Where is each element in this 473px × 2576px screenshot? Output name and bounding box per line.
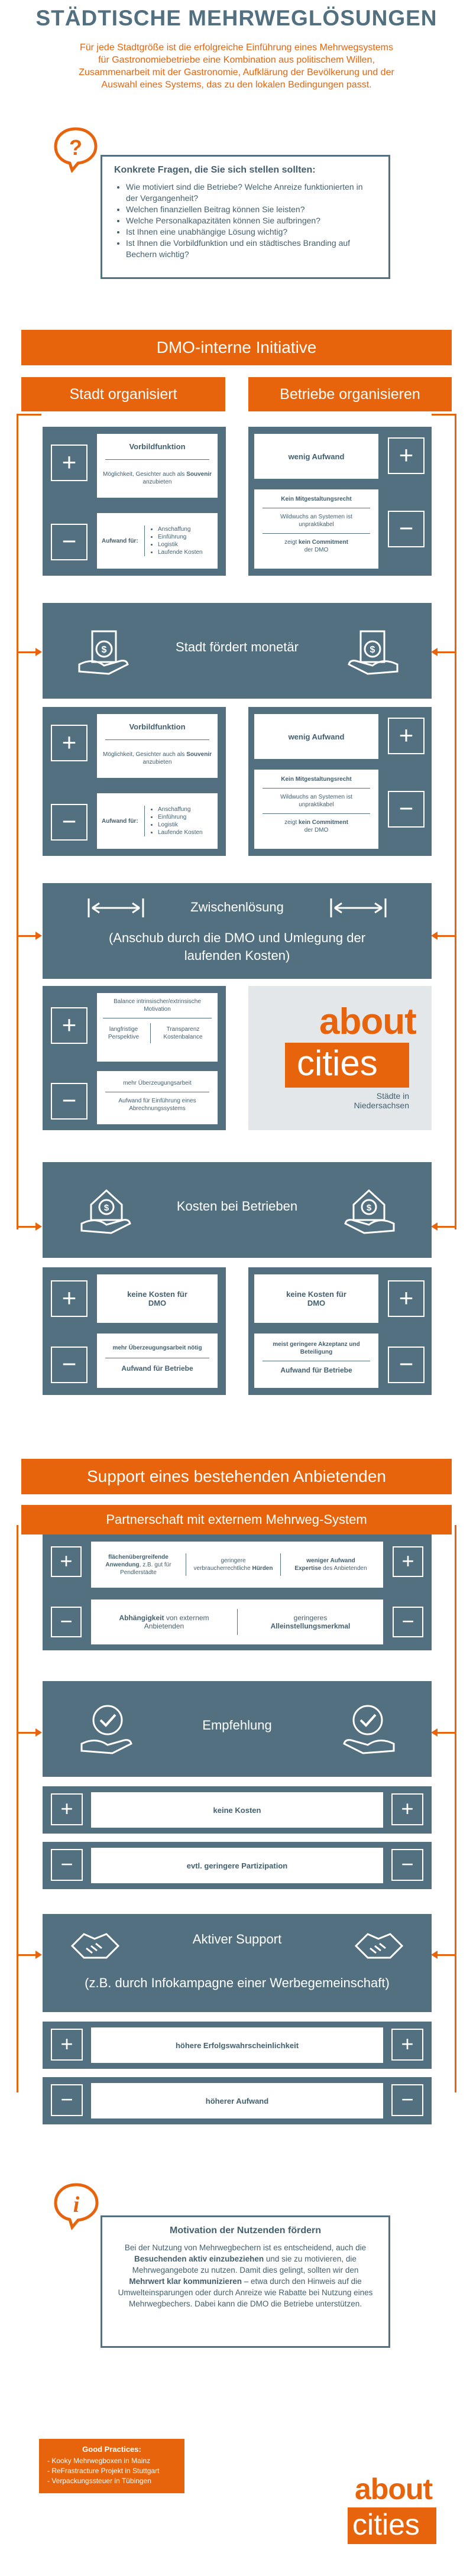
- wenig-aufwand-card: wenig Aufwand: [254, 714, 378, 759]
- practice-item: - Verpackungssteuer in Tübingen: [47, 2477, 151, 2485]
- motivation-box: [101, 2215, 390, 2348]
- keine-kosten-card: keine Kosten für DMO: [97, 1274, 218, 1323]
- empfehlung-panel: [43, 1681, 432, 1777]
- partnerschaft-panel: [43, 1534, 432, 1650]
- minus-icon: −: [51, 804, 88, 841]
- question-item: • Welche Personalkapazitäten können Sie aufbringen?: [126, 215, 377, 226]
- flow-connector: [17, 1226, 37, 1228]
- akzeptanz-card: meist geringere Akzeptanz und Beteiligung Aufwand für Betriebe: [254, 1334, 378, 1388]
- stadt-foerdert-label: Stadt fördert monetär: [176, 640, 299, 654]
- left-flow-line: [17, 1525, 18, 2092]
- minus-icon: −: [51, 1849, 83, 1881]
- aktiver-support-title: Aktiver Support: [192, 1932, 282, 1946]
- dmo-section-banner: DMO-interne Initiative: [21, 330, 452, 365]
- ueberzeugung-noetig-card: mehr Überzeugungsarbeit nötig Aufwand für Betriebe: [97, 1334, 218, 1388]
- minus-icon: −: [51, 1607, 82, 1637]
- wenig-aufwand-card: wenig Aufwand: [254, 434, 378, 479]
- empfehlung-plus-row: [43, 1786, 432, 1834]
- betriebe-organisieren-panel: [248, 427, 432, 576]
- minus-icon: −: [388, 511, 425, 547]
- intro-text: [35, 41, 438, 91]
- right-flow-line: [455, 1525, 456, 2092]
- plus-icon: +: [51, 2029, 83, 2061]
- handshake-icon: [352, 1922, 406, 1964]
- minus-icon: −: [51, 1083, 88, 1120]
- flow-connector: [436, 935, 456, 937]
- plus-icon: +: [51, 1007, 88, 1044]
- mitgestaltung-card: Kein Mitgestaltungsrecht Wildwuchs an Systemen ist unpraktikabel zeigt kein Commitment der DMO: [254, 489, 378, 569]
- plus-icon: +: [391, 2029, 423, 2061]
- svg-text:$: $: [370, 645, 375, 655]
- questions-title: Konkrete Fragen, die Sie sich stellen sollten:: [114, 165, 316, 175]
- keine-kosten-card: keine Kosten für DMO: [254, 1274, 378, 1323]
- kosten-left-panel: [43, 1267, 226, 1395]
- stadt-organisiert-panel: [43, 427, 226, 576]
- zwischenloesung-panel: [43, 883, 432, 979]
- aktiv-plus-row: [43, 2022, 432, 2069]
- empfehlung-minus-row: [43, 1842, 432, 1889]
- double-arrow-icon: [329, 896, 388, 920]
- left-flow-line: [17, 414, 18, 1229]
- right-flow-line: [455, 414, 456, 1229]
- vorbild-card: Vorbildfunktion Möglichkeit, Gesichter auch als Souvenir anzubieten: [97, 714, 218, 778]
- flow-connector: [17, 1732, 37, 1734]
- zwischenloesung-title: Zwischenlösung: [190, 900, 284, 914]
- kosten-betrieben-panel: [43, 1162, 432, 1258]
- plus-icon: +: [51, 725, 88, 761]
- logo-cities: cities: [297, 1043, 378, 1083]
- hand-check-icon: [338, 1700, 397, 1757]
- zwischenloesung-sub: (Anschub durch die DMO und Umlegung der laufenden Kosten): [108, 930, 366, 963]
- flow-connector: [436, 1226, 456, 1228]
- minus-icon: −: [391, 2084, 423, 2116]
- minus-icon: −: [388, 791, 425, 828]
- partizipation-card: evtl. geringere Partizipation: [91, 1848, 383, 1883]
- plus-icon: +: [51, 1546, 82, 1577]
- motivation-text: Bei der Nutzung von Mehrwegbechern ist es entscheidend, auch die Besuchenden aktiv einzubeziehen und sie zu motivieren, die Mehrwegangebote zu nutzen. Damit dies gelingt, sollten wir den Mehrwert klar kommunizieren – etwa durch den Hinweis auf die Umwelteinsparungen oder durch Anreize wie Rabatte bei Nutzung eines Mehrwegbechers. Dabei kann die DMO die Betriebe unterstützen.: [118, 2243, 373, 2308]
- flow-connector: [17, 2091, 18, 2092]
- aktiv-minus-row: [43, 2077, 432, 2124]
- question-item: • Welchen finanziellen Beitrag können Sie leisten?: [126, 204, 377, 215]
- plus-icon: +: [51, 445, 88, 481]
- building-money-icon: [344, 623, 401, 680]
- plus-icon: +: [388, 718, 425, 754]
- flow-connector: [17, 1954, 37, 1956]
- stadt-foerdert-panel: [43, 603, 432, 699]
- flow-connector: [17, 651, 37, 653]
- mitgestaltung-card: Kein Mitgestaltungsrecht Wildwuchs an Systemen ist unpraktikabel zeigt kein Commitment der DMO: [254, 770, 378, 849]
- svg-text:?: ?: [69, 135, 82, 160]
- plus-icon: +: [393, 1546, 423, 1577]
- flow-connector: [432, 414, 456, 416]
- partnerschaft-head: Partnerschaft mit externem Mehrweg-System: [21, 1505, 452, 1534]
- intro-line: Für jede Stadtgröße ist die erfolgreiche Einführung eines Mehrwegsystems: [79, 43, 394, 53]
- footer-logo-cities: cities: [352, 2508, 420, 2541]
- vorbild-sub: Möglichkeit, Gesichter auch als Souvenir anzubieten: [103, 471, 212, 485]
- flow-connector: [17, 414, 41, 416]
- zwischenloesung-left-panel: [43, 986, 226, 1130]
- aktiver-support-sub: (z.B. durch Infokampagne einer Werbegemeinschaft): [85, 1975, 390, 1990]
- stadt-foerdert-left-panel: [43, 707, 226, 856]
- kosten-right-panel: [248, 1267, 432, 1395]
- erfolg-card: höhere Erfolgswahrscheinlichkeit: [91, 2027, 383, 2063]
- footer-logo-about: about: [355, 2473, 433, 2506]
- aktiver-support-panel: [43, 1914, 432, 2012]
- practice-item: - Kooky Mehrwegboxen in Mainz: [47, 2457, 151, 2465]
- betriebe-organisieren-head: Betriebe organisieren: [248, 377, 452, 411]
- minus-icon: −: [393, 1607, 423, 1637]
- question-item: • Ist Ihnen die Vorbildfunktion und ein städtisches Branding auf Bechern wichtig?: [126, 238, 377, 260]
- partnerschaft-minus-card: Abhängigkeit von externem Anbietenden geringeres Alleinstellungsmerkmal: [91, 1600, 383, 1644]
- partnerschaft-plus-card: flächenübergreifende Anwendung, z.B. gut für Pendlerstädte geringere verbraucherrechtliche Hürden weniger Aufwand Expertise des Anbietenden: [91, 1542, 383, 1588]
- intro-line: für Gastronomiebetriebe eine Kombination aus politischem Willen,: [98, 55, 375, 65]
- intro-line: Auswahl eines Systems, das zu den lokalen Bedingungen passt.: [101, 80, 372, 90]
- questions-box: [101, 155, 390, 279]
- aboutcities-logo-block: [248, 986, 432, 1130]
- question-bubble-icon: [52, 125, 99, 173]
- svg-text:$: $: [103, 1203, 109, 1213]
- motivation-title: Motivation der Nutzenden fördern: [170, 2225, 321, 2236]
- house-money-icon: [341, 1181, 397, 1238]
- minus-icon: −: [391, 1849, 423, 1881]
- aufwand-card: Aufwand für: • Anschaffung • Einführung • Logistik • Laufende Kosten: [97, 513, 218, 569]
- empfehlung-label: Empfehlung: [202, 1718, 272, 1733]
- minus-icon: −: [388, 1347, 425, 1383]
- questions-list: [114, 181, 377, 260]
- question-item: • Wie motiviert sind die Betriebe? Welche Anreize funktionierten in der Vergangenheit?: [126, 181, 377, 204]
- minus-icon: −: [51, 524, 88, 560]
- info-bubble-icon: [52, 2181, 101, 2231]
- ueberzeugung-card: mehr Überzeugungsarbeit Aufwand für Einführung eines Abrechnungssystems: [97, 1071, 218, 1124]
- keine-kosten-card: keine Kosten: [91, 1792, 383, 1828]
- logo-about: about: [319, 1001, 416, 1042]
- practices-title: Good Practices:: [82, 2445, 141, 2454]
- logo-subtitle: Städte in Niedersachsen: [354, 1091, 409, 1110]
- page-title: STÄDTISCHE MEHRWEGLÖSUNGEN: [35, 6, 438, 30]
- plus-icon: +: [388, 437, 425, 474]
- svg-text:$: $: [101, 645, 107, 655]
- vorbild-card: [97, 434, 218, 498]
- vorbild-label: Vorbildfunktion: [129, 442, 186, 451]
- stadt-organisiert-head: Stadt organisiert: [21, 377, 225, 411]
- svg-text:$: $: [366, 1203, 372, 1213]
- intro-line: Zusammenarbeit mit der Gastronomie, Aufklärung der Bevölkerung und der: [79, 67, 394, 77]
- flow-connector: [436, 1954, 456, 1956]
- plus-icon: +: [391, 1793, 423, 1825]
- balance-card: Balance intrinsischer/extrinsische Motivation langfristige Perspektive Transparenz Kostenbalance: [97, 993, 218, 1062]
- flow-connector: [436, 1732, 456, 1734]
- flow-connector: [17, 935, 37, 937]
- support-section-banner: Support eines bestehenden Anbietenden: [21, 1459, 452, 1494]
- plus-icon: +: [51, 1793, 83, 1825]
- hoeherer-aufwand-card: höherer Aufwand: [91, 2083, 383, 2118]
- aufwand-card: Aufwand für: • Anschaffung • Einführung • Logistik • Laufende Kosten: [97, 793, 218, 849]
- kosten-betrieben-label: Kosten bei Betrieben: [176, 1199, 298, 1214]
- minus-icon: −: [51, 2084, 83, 2116]
- flow-connector: [436, 651, 456, 653]
- question-item: • Ist Ihnen eine unabhängige Lösung wichtig?: [126, 226, 377, 238]
- minus-icon: −: [51, 1347, 88, 1383]
- plus-icon: +: [51, 1280, 88, 1317]
- stadt-foerdert-right-panel: [248, 707, 432, 856]
- svg-text:i: i: [73, 2192, 80, 2217]
- good-practices-box: [39, 2439, 184, 2493]
- plus-icon: +: [388, 1280, 425, 1317]
- practice-item: - ReFrastracture Projekt in Stuttgart: [47, 2467, 160, 2475]
